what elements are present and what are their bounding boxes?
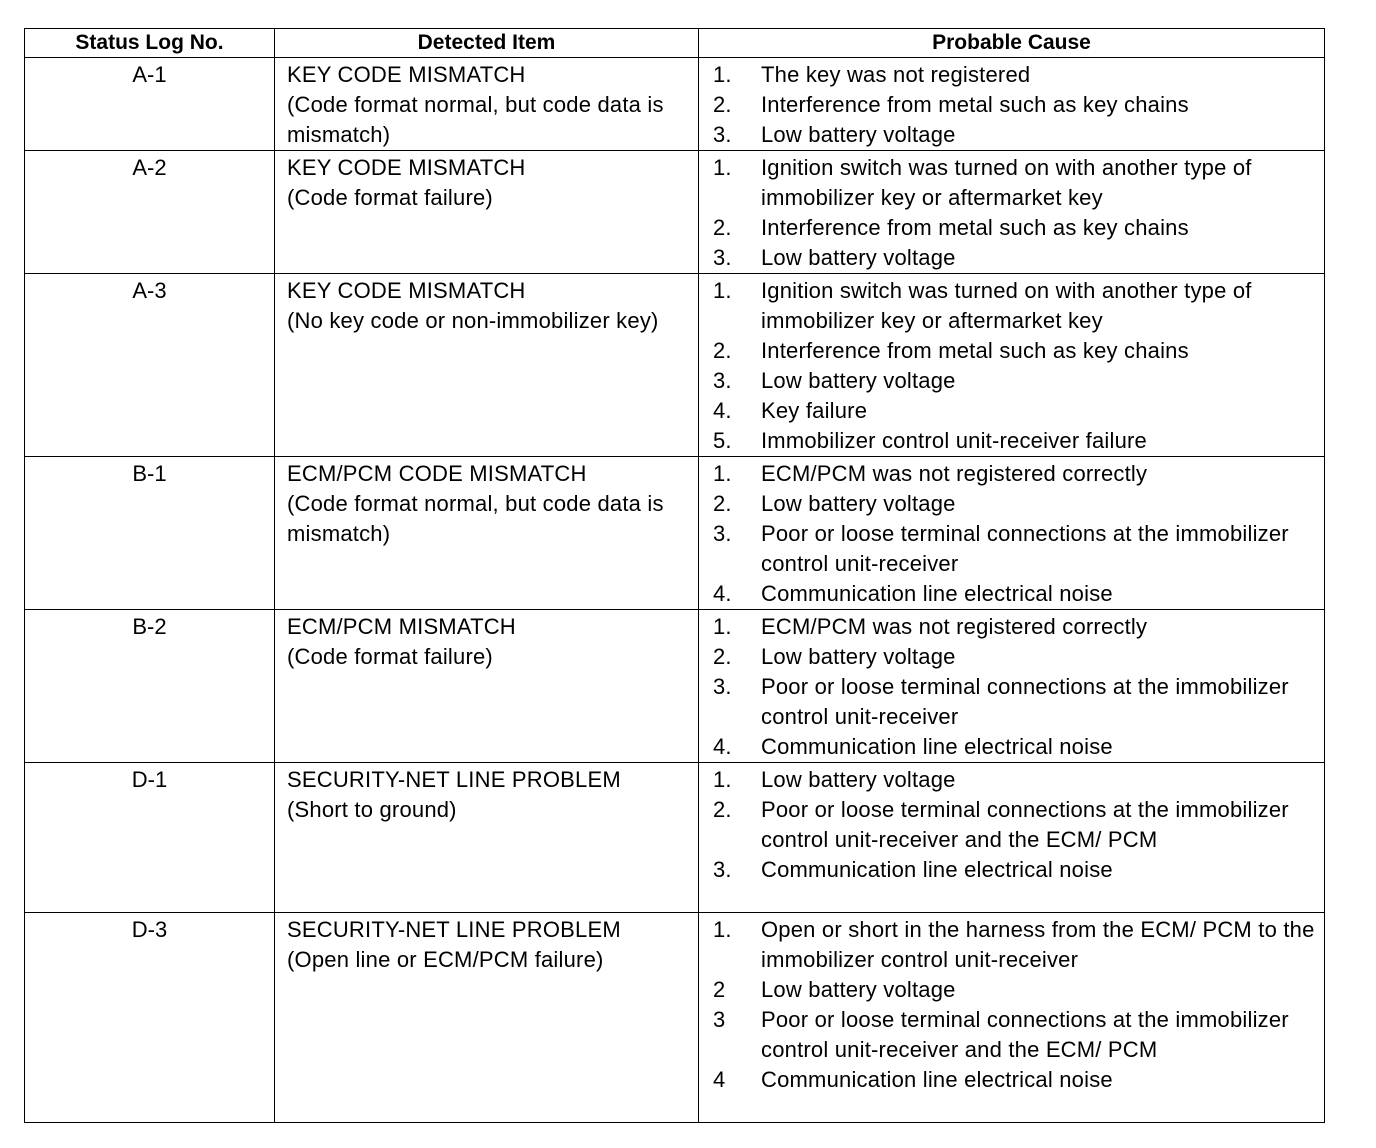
cause-text: Communication line electrical noise: [761, 734, 1113, 759]
detected-item-cell: [275, 763, 699, 913]
cause-text: Communication line electrical noise: [761, 857, 1113, 882]
detected-item-cell: [275, 913, 699, 1123]
cause-number: 2.: [713, 92, 732, 117]
cause-text: Low battery voltage: [761, 644, 956, 669]
cause-item: [713, 579, 1318, 609]
cause-number: 2.: [713, 491, 732, 516]
table-body: [25, 58, 1325, 1123]
detected-item-detail: (No key code or non-immobilizer key): [287, 308, 659, 333]
probable-cause-cell: [699, 763, 1325, 913]
table-row: [25, 274, 1325, 457]
status-log-code: B-1: [25, 457, 275, 610]
detected-item-title: SECURITY-NET LINE PROBLEM: [287, 767, 621, 792]
cause-number: 5.: [713, 428, 732, 453]
detected-item-cell: [275, 457, 699, 610]
cause-text: Low battery voltage: [761, 767, 956, 792]
cause-text: ECM/PCM was not registered correctly: [761, 461, 1148, 486]
cause-text: Poor or loose terminal connections at the immobilizer control unit-receiver: [761, 521, 1289, 576]
cause-number: 3.: [713, 521, 732, 546]
cause-number: 1.: [713, 62, 732, 87]
cause-item: [713, 1005, 1318, 1065]
detected-item-title: ECM/PCM CODE MISMATCH: [287, 461, 587, 486]
detected-item-title: ECM/PCM MISMATCH: [287, 614, 516, 639]
cause-item: [713, 855, 1318, 885]
cause-number: 3.: [713, 674, 732, 699]
cause-list: [713, 60, 1318, 150]
cause-text: Communication line electrical noise: [761, 581, 1113, 606]
cause-item: [713, 426, 1318, 456]
cause-number: 2.: [713, 215, 732, 240]
cause-text: Poor or loose terminal connections at the immobilizer control unit-receiver: [761, 674, 1289, 729]
cause-number: 3.: [713, 245, 732, 270]
status-log-code: D-3: [25, 913, 275, 1123]
cause-item: [713, 60, 1318, 90]
cause-item: [713, 975, 1318, 1005]
status-log-table: [24, 28, 1325, 1123]
cause-text: Poor or loose terminal connections at the immobilizer control unit-receiver and the ECM/ PCM: [761, 1007, 1289, 1062]
detected-item-detail: (Code format normal, but code data is mismatch): [287, 491, 664, 546]
cause-list: [713, 612, 1318, 762]
cause-number: 2: [713, 977, 726, 1002]
cause-text: Communication line electrical noise: [761, 1067, 1113, 1092]
cause-text: Key failure: [761, 398, 868, 423]
cause-number: 1.: [713, 917, 732, 942]
cause-number: 3: [713, 1007, 726, 1032]
cause-item: [713, 276, 1318, 336]
cause-number: 1.: [713, 461, 732, 486]
cause-text: Low battery voltage: [761, 491, 956, 516]
cause-item: [713, 795, 1318, 855]
cause-number: 2.: [713, 644, 732, 669]
table-row: [25, 763, 1325, 913]
probable-cause-cell: [699, 274, 1325, 457]
cause-item: [713, 612, 1318, 642]
cause-text: Poor or loose terminal connections at the immobilizer control unit-receiver and the ECM/ PCM: [761, 797, 1289, 852]
cause-number: 2.: [713, 797, 732, 822]
table-header-row: [25, 29, 1325, 58]
table-row: [25, 457, 1325, 610]
cause-item: [713, 765, 1318, 795]
cause-item: [713, 153, 1318, 213]
header-probable-cause: Probable Cause: [699, 29, 1325, 58]
cause-number: 4.: [713, 398, 732, 423]
cause-number: 3.: [713, 368, 732, 393]
cause-item: [713, 672, 1318, 732]
cause-text: Interference from metal such as key chains: [761, 338, 1189, 363]
detected-item-cell: [275, 151, 699, 274]
cause-text: Immobilizer control unit-receiver failure: [761, 428, 1147, 453]
cause-number: 1.: [713, 155, 732, 180]
cause-number: 3.: [713, 857, 732, 882]
table-row: [25, 58, 1325, 151]
detected-item-title: KEY CODE MISMATCH: [287, 278, 526, 303]
probable-cause-cell: [699, 913, 1325, 1123]
header-status-log: Status Log No.: [25, 29, 275, 58]
detected-item-detail: (Code format failure): [287, 644, 493, 669]
cause-item: [713, 243, 1318, 273]
table-row: [25, 151, 1325, 274]
cause-item: [713, 519, 1318, 579]
detected-item-cell: [275, 274, 699, 457]
probable-cause-cell: [699, 610, 1325, 763]
probable-cause-cell: [699, 58, 1325, 151]
cause-item: [713, 489, 1318, 519]
detected-item-detail: (Short to ground): [287, 797, 457, 822]
table-row: [25, 913, 1325, 1123]
status-log-code: A-1: [25, 58, 275, 151]
cause-text: Low battery voltage: [761, 368, 956, 393]
cause-number: 1.: [713, 767, 732, 792]
detected-item-cell: [275, 610, 699, 763]
cause-number: 3.: [713, 122, 732, 147]
detected-item-cell: [275, 58, 699, 151]
cause-list: [713, 765, 1318, 885]
detected-item-detail: (Code format failure): [287, 185, 493, 210]
cause-number: 4.: [713, 581, 732, 606]
cause-item: [713, 336, 1318, 366]
cause-item: [713, 120, 1318, 150]
probable-cause-cell: [699, 457, 1325, 610]
cause-list: [713, 459, 1318, 609]
status-log-code: A-3: [25, 274, 275, 457]
cause-list: [713, 276, 1318, 456]
cause-list: [713, 915, 1318, 1095]
header-detected-item: Detected Item: [275, 29, 699, 58]
probable-cause-cell: [699, 151, 1325, 274]
status-log-code: D-1: [25, 763, 275, 913]
cause-item: [713, 915, 1318, 975]
cause-number: 4: [713, 1067, 726, 1092]
detected-item-title: KEY CODE MISMATCH: [287, 155, 526, 180]
status-log-code: B-2: [25, 610, 275, 763]
cause-item: [713, 366, 1318, 396]
cause-item: [713, 1065, 1318, 1095]
cause-item: [713, 459, 1318, 489]
detected-item-title: KEY CODE MISMATCH: [287, 62, 526, 87]
cause-text: Low battery voltage: [761, 245, 956, 270]
table-row: [25, 610, 1325, 763]
cause-text: Open or short in the harness from the ECM/ PCM to the immobilizer control unit-receiver: [761, 917, 1315, 972]
status-log-code: A-2: [25, 151, 275, 274]
cause-text: Interference from metal such as key chains: [761, 92, 1189, 117]
cause-text: Low battery voltage: [761, 122, 956, 147]
cause-text: ECM/PCM was not registered correctly: [761, 614, 1148, 639]
cause-number: 4.: [713, 734, 732, 759]
cause-list: [713, 153, 1318, 273]
cause-item: [713, 213, 1318, 243]
detected-item-detail: (Open line or ECM/PCM failure): [287, 947, 604, 972]
cause-number: 2.: [713, 338, 732, 363]
cause-item: [713, 642, 1318, 672]
cause-number: 1.: [713, 278, 732, 303]
cause-item: [713, 90, 1318, 120]
cause-text: The key was not registered: [761, 62, 1031, 87]
cause-text: Low battery voltage: [761, 977, 956, 1002]
cause-item: [713, 732, 1318, 762]
detected-item-title: SECURITY-NET LINE PROBLEM: [287, 917, 621, 942]
cause-text: Ignition switch was turned on with another type of immobilizer key or aftermarket key: [761, 278, 1252, 333]
cause-text: Ignition switch was turned on with another type of immobilizer key or aftermarket key: [761, 155, 1252, 210]
cause-number: 1.: [713, 614, 732, 639]
cause-text: Interference from metal such as key chains: [761, 215, 1189, 240]
detected-item-detail: (Code format normal, but code data is mismatch): [287, 92, 664, 147]
cause-item: [713, 396, 1318, 426]
